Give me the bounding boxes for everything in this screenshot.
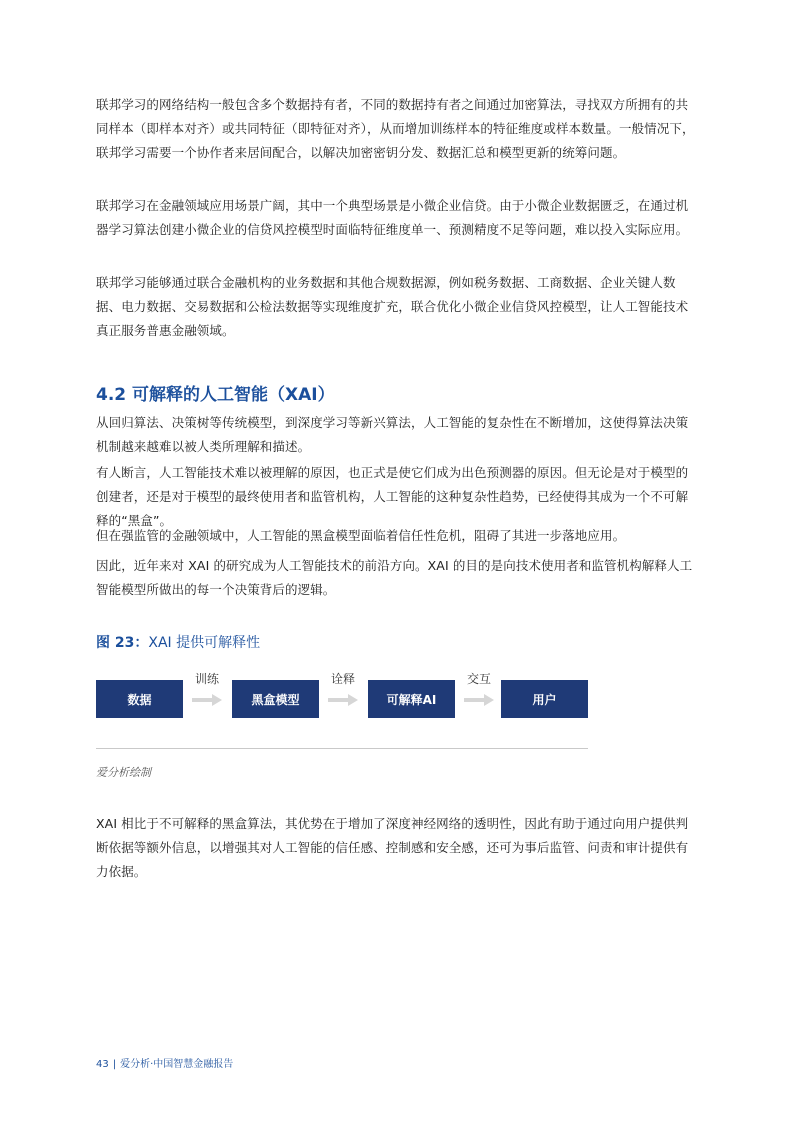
figure-name: XAI 提供可解释性 xyxy=(148,635,261,651)
report-name: 爱分析·中国智慧金融报告 xyxy=(120,1059,234,1070)
footer-separator: | xyxy=(112,1059,117,1070)
intro-paragraph-2: 联邦学习在金融领域应用场景广阔，其中一个典型场景是小微企业信贷。由于小微企业数据匮乏，在通过机器学习算法创建小微企业的信贷风控模型时面临特征维度单一、预测精度不足等问题，难以投入实际应用。 xyxy=(96,198,689,237)
arrow-label-train: 训练 xyxy=(194,672,219,686)
right-arrow-icon xyxy=(328,694,358,706)
closing-paragraph: XAI 相比于不可解释的黑盒算法，其优势在于增加了深度神经网络的透明性，因此有助于通过向用户提供判断依据等额外信息，以增强其对人工智能的信任感、控制感和安全感，还可为事后监管、问责和审计提供有力依据。 xyxy=(96,816,689,879)
section-paragraph-1: 从回归算法、决策树等传统模型，到深度学习等新兴算法，人工智能的复杂性在不断增加，这使得算法决策机制越来越难以被人类所理解和描述。 xyxy=(96,415,689,454)
flow-box-explainable-ai: 可解释AI xyxy=(368,680,455,718)
arrow-label-interact: 交互 xyxy=(466,672,491,686)
section-paragraph-2: 有人断言，人工智能技术难以被理解的原因，也正式是使它们成为出色预测器的原因。但无论是对于模型的创建者，还是对于模型的最终使用者和监管机构，人工智能的这种复杂性趋势，已经使得其成为一个不可解释的“黑盒”。 xyxy=(96,465,689,528)
arrow-label-interpret: 诠释 xyxy=(330,672,355,686)
section-title: 4.2 可解释的人工智能（XAI） xyxy=(96,385,335,405)
right-arrow-icon xyxy=(464,694,494,706)
figure-number: 图 23： xyxy=(96,635,149,651)
intro-paragraph-3: 联邦学习能够通过联合金融机构的业务数据和其他合规数据源，例如税务数据、工商数据、企业关键人数据、电力数据、交易数据和公检法数据等实现维度扩充，联合优化小微企业信贷风控模型，让人工智能技术真正服务普惠金融领域。 xyxy=(96,275,689,338)
figure-divider xyxy=(96,748,588,749)
section-paragraph-4: 因此，近年来对 XAI 的研究成为人工智能技术的前沿方向。XAI 的目的是向技术使用者和监管机构解释人工智能模型所做出的每一个决策背后的逻辑。 xyxy=(96,558,693,597)
flow-box-data: 数据 xyxy=(96,680,183,718)
right-arrow-icon xyxy=(192,694,222,706)
flow-box-user: 用户 xyxy=(501,680,588,718)
section-paragraph-3: 但在强监管的金融领域中，人工智能的黑盒模型面临着信任性危机，阻碍了其进一步落地应用。 xyxy=(96,528,626,543)
figure-source: 爱分析绘制 xyxy=(96,766,151,779)
page-footer xyxy=(96,1055,233,1070)
xai-flow-diagram xyxy=(96,670,588,720)
flow-box-black-box-model: 黑盒模型 xyxy=(232,680,319,718)
page-number: 43 xyxy=(96,1059,109,1070)
intro-paragraph-1: 联邦学习的网络结构一般包含多个数据持有者，不同的数据持有者之间通过加密算法，寻找双方所拥有的共同样本（即样本对齐）或共同特征（即特征对齐），从而增加训练样本的特征维度或样本数量。一般情况下，联邦学习需要一个协作者来居间配合，以解决加密密钥分发、数据汇总和模型更新的统筹问题。 xyxy=(96,97,695,160)
figure-title xyxy=(96,632,260,652)
